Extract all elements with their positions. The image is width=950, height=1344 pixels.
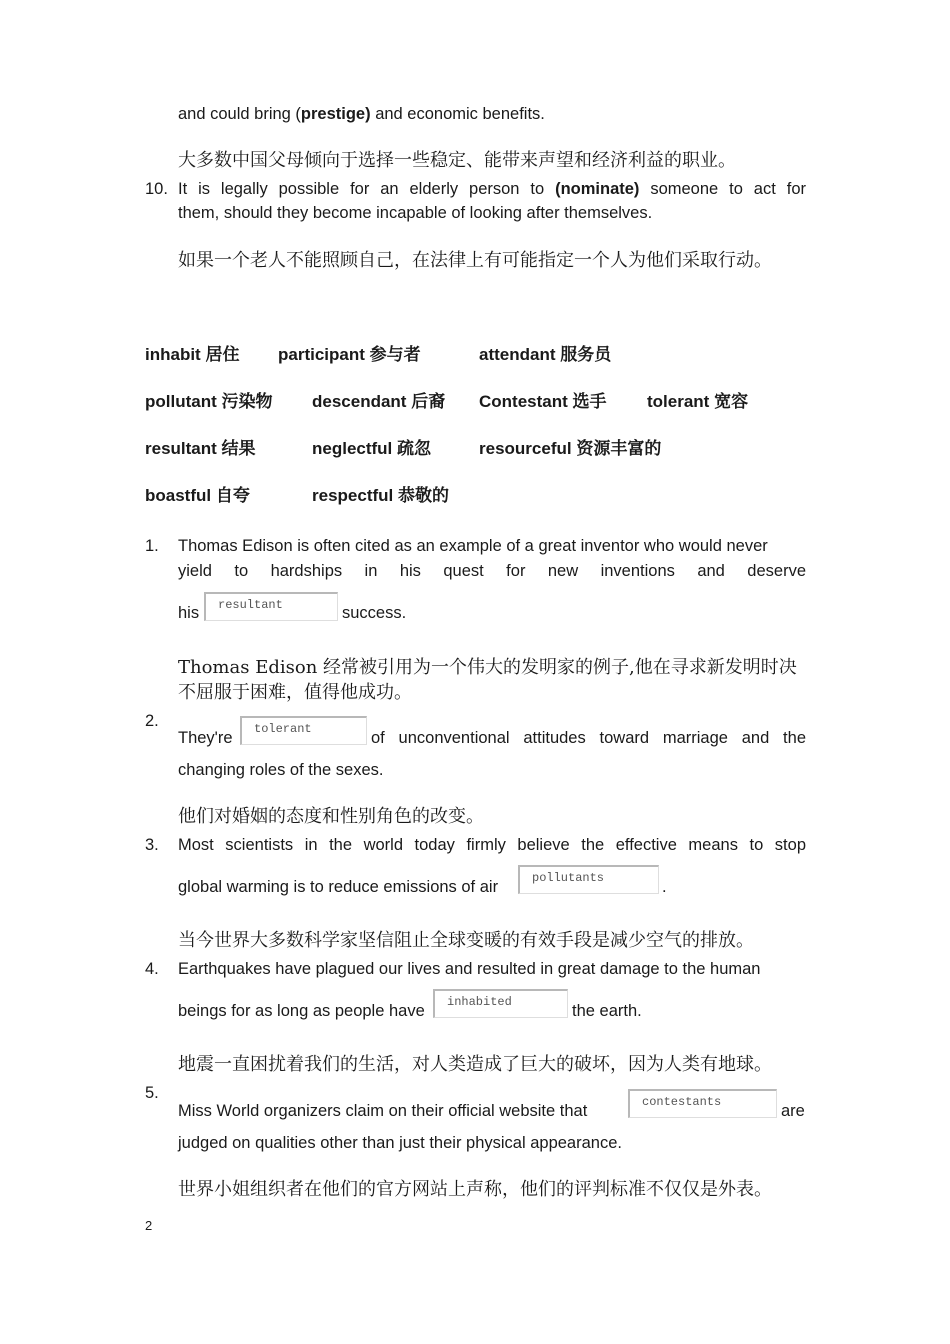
exercise-3-pre: global warming is to reduce emissions of air xyxy=(178,878,499,896)
answer-field-4[interactable]: inhabited xyxy=(433,989,568,1018)
keyword-prestige: prestige) xyxy=(300,105,371,123)
item-number-5: 5. xyxy=(145,1084,159,1102)
item-number-1: 1. xyxy=(145,537,159,555)
vocab-resultant: resultant 结果 xyxy=(145,439,256,459)
translation-5: 世界小姐组织者在他们的官方网站上声称，他们的评判标准不仅仅是外表。 xyxy=(178,1179,772,1200)
item-number-3: 3. xyxy=(145,836,159,854)
translation-10: 如果一个老人不能照顾自己，在法律上有可能指定一个人为他们采取行动。 xyxy=(178,250,772,271)
exercise-1-line2: yield to hardships in his quest for new inventions and deserve xyxy=(178,562,806,580)
translation-2: 他们对婚姻的态度和性别角色的改变。 xyxy=(178,806,484,827)
page-number: 2 xyxy=(145,1218,153,1233)
item-number-10: 10. xyxy=(145,180,168,198)
exercise-2-line2: changing roles of the sexes. xyxy=(178,761,384,779)
answer-field-2[interactable]: tolerant xyxy=(240,716,367,745)
translation-4: 地震一直困扰着我们的生活，对人类造成了巨大的破坏，因为人类有地球。 xyxy=(178,1054,772,1075)
vocab-attendant: attendant 服务员 xyxy=(479,345,612,365)
vocab-pollutant: pollutant 污染物 xyxy=(145,392,273,412)
translation-1-line2: 不屈服于困难，值得他成功。 xyxy=(178,682,412,703)
vocab-resourceful: resourceful 资源丰富的 xyxy=(479,439,662,459)
vocab-respectful: respectful 恭敬的 xyxy=(312,486,449,506)
vocab-tolerant: tolerant 宽容 xyxy=(647,392,749,412)
exercise-5-line2: judged on qualities other than just their physical appearance. xyxy=(178,1134,622,1152)
item-number-2: 2. xyxy=(145,712,159,730)
exercise-1-line1: Thomas Edison is often cited as an example of a great inventor who would never xyxy=(178,537,768,555)
answer-field-1[interactable]: resultant xyxy=(204,592,338,621)
exercise-1-post: success. xyxy=(342,604,407,622)
exercise-5-pre: Miss World organizers claim on their official website that xyxy=(178,1102,588,1120)
translation-3: 当今世界大多数科学家坚信阻止全球变暖的有效手段是减少空气的排放。 xyxy=(178,930,754,951)
exercise-3-post: . xyxy=(662,878,667,896)
answer-field-5[interactable]: contestants xyxy=(628,1089,777,1118)
vocab-inhabit: inhabit 居住 xyxy=(145,345,240,365)
item-10-line1: It is legally possible for an elderly person to (nominate) someone to act for xyxy=(178,180,806,198)
keyword-nominate: (nominate) xyxy=(555,180,640,198)
exercise-4-pre: beings for as long as people have xyxy=(178,1002,425,1020)
vocab-boastful: boastful 自夸 xyxy=(145,486,250,506)
item-number-4: 4. xyxy=(145,960,159,978)
vocab-participant: participant 参与者 xyxy=(278,345,421,365)
item-10-line2: them, should they become incapable of looking after themselves. xyxy=(178,204,653,222)
translation-9: 大多数中国父母倾向于选择一些稳定、能带来声望和经济利益的职业。 xyxy=(178,150,736,171)
vocab-contestant: Contestant 选手 xyxy=(479,392,607,412)
continuation-line: and could bring (prestige) and economic benefits. xyxy=(178,105,545,123)
answer-field-3[interactable]: pollutants xyxy=(518,865,659,894)
exercise-4-post: the earth. xyxy=(572,1002,642,1020)
vocab-neglectful: neglectful 疏忽 xyxy=(312,439,432,459)
exercise-3-line1: Most scientists in the world today firmly believe the effective means to stop xyxy=(178,836,806,854)
vocab-descendant: descendant 后裔 xyxy=(312,392,446,412)
exercise-1-pre: his xyxy=(178,604,200,622)
exercise-4-line1: Earthquakes have plagued our lives and resulted in great damage to the human xyxy=(178,960,761,978)
exercise-2-post: of unconventional attitudes toward marriage and the xyxy=(371,729,806,747)
exercise-5-post: are xyxy=(781,1102,805,1120)
translation-1-line1: Thomas Edison 经常被引用为一个伟大的发明家的例子,他在寻求新发明时决 xyxy=(178,657,797,678)
exercise-2-pre: They're xyxy=(178,729,233,747)
